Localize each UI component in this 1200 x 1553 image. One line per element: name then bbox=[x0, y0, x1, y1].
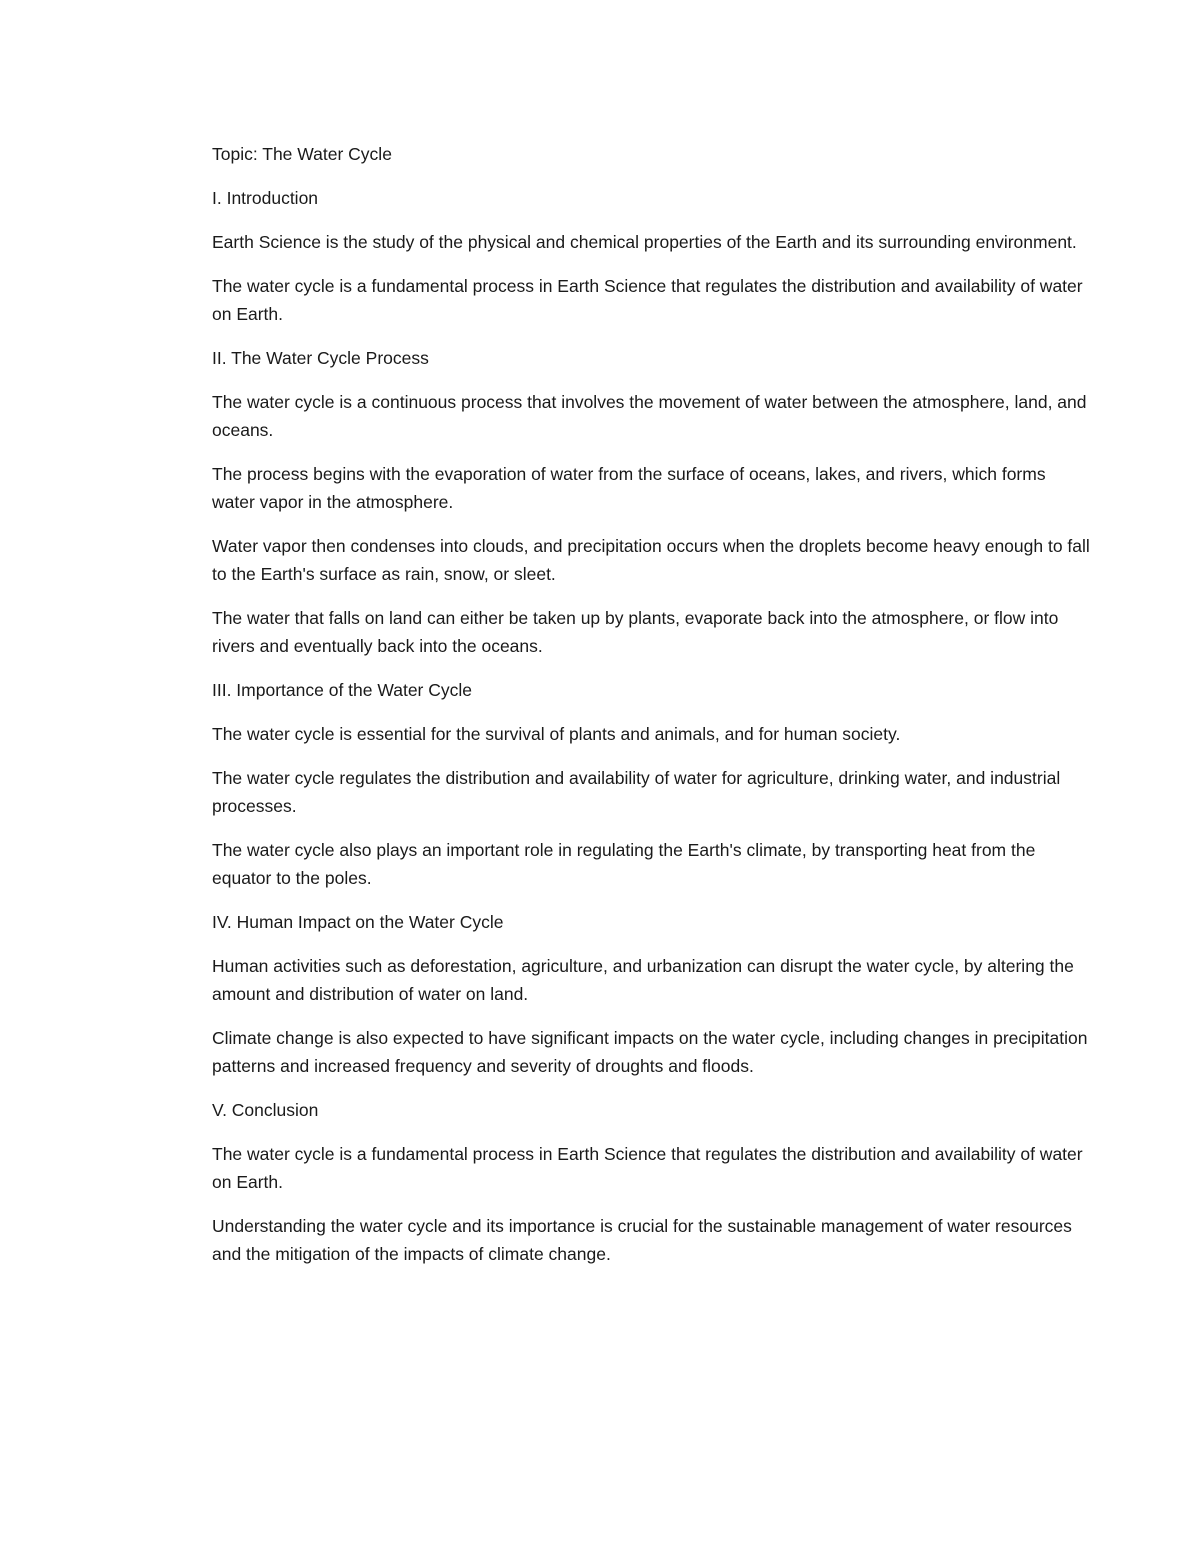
section-heading-human-impact: IV. Human Impact on the Water Cycle bbox=[212, 912, 504, 932]
paragraph: The water cycle is essential for the survival of plants and animals, and for human society. bbox=[212, 724, 901, 744]
paragraph: The process begins with the evaporation of water from the surface of oceans, lakes, and rivers, which forms water vapor in the atmosphere. bbox=[212, 464, 1046, 512]
document-topic: Topic: The Water Cycle bbox=[212, 144, 392, 164]
paragraph: The water cycle is a continuous process that involves the movement of water between the atmosphere, land, and oceans. bbox=[212, 392, 1087, 440]
section-heading-water-cycle-process: II. The Water Cycle Process bbox=[212, 348, 429, 368]
paragraph: The water cycle regulates the distribution and availability of water for agriculture, drinking water, and industrial processes. bbox=[212, 768, 1061, 816]
document-body bbox=[212, 140, 1092, 1284]
section-heading-importance: III. Importance of the Water Cycle bbox=[212, 680, 473, 700]
paragraph: Human activities such as deforestation, agriculture, and urbanization can disrupt the water cycle, by altering the amount and distribution of water on land. bbox=[212, 956, 1074, 1004]
paragraph: The water cycle is a fundamental process in Earth Science that regulates the distribution and availability of water on Earth. bbox=[212, 276, 1083, 324]
paragraph: The water cycle also plays an important role in regulating the Earth's climate, by transporting heat from the equator to the poles. bbox=[212, 840, 1036, 888]
section-heading-conclusion: V. Conclusion bbox=[212, 1100, 319, 1120]
paragraph: Understanding the water cycle and its importance is crucial for the sustainable management of water resources and the mitigation of the impacts of climate change. bbox=[212, 1216, 1072, 1264]
paragraph: Water vapor then condenses into clouds, and precipitation occurs when the droplets become heavy enough to fall to the Earth's surface as rain, snow, or sleet. bbox=[212, 536, 1090, 584]
paragraph: The water cycle is a fundamental process in Earth Science that regulates the distribution and availability of water on Earth. bbox=[212, 1144, 1083, 1192]
paragraph: Climate change is also expected to have significant impacts on the water cycle, including changes in precipitation patterns and increased frequency and severity of droughts and floods. bbox=[212, 1028, 1088, 1076]
paragraph: Earth Science is the study of the physical and chemical properties of the Earth and its surrounding environment. bbox=[212, 232, 1077, 252]
paragraph: The water that falls on land can either be taken up by plants, evaporate back into the atmosphere, or flow into rivers and eventually back into the oceans. bbox=[212, 608, 1059, 656]
section-heading-introduction: I. Introduction bbox=[212, 188, 319, 208]
